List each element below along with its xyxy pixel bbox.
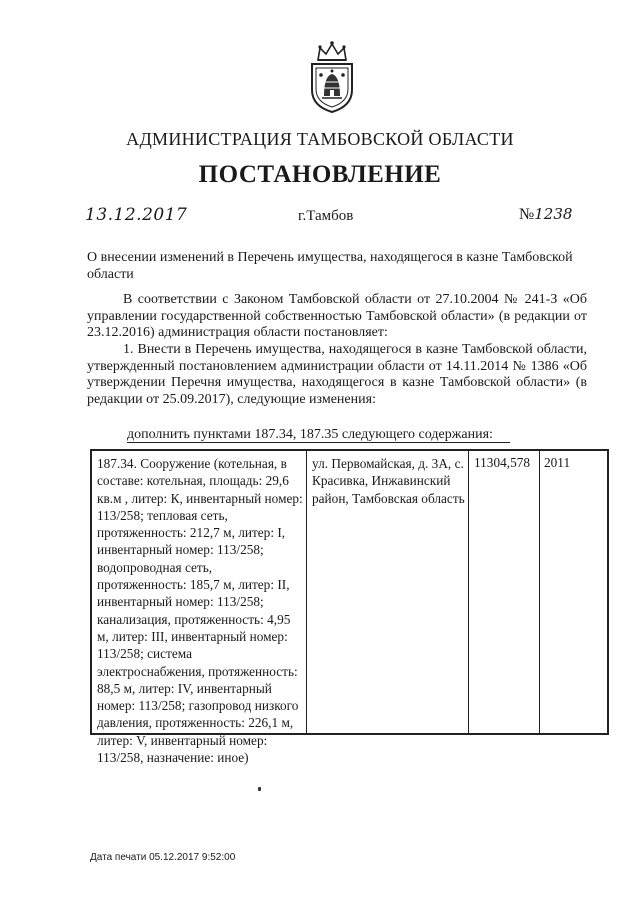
table-cell-description: 187.34. Сооружение (котельная, в составе: котельная, площадь: 29,6 кв.м , литер: К, инвентарный номер: 113/258; тепловая сеть, протяженность: 212,7 м, литер: I, инвентарный номер: 113/258; водопроводная сеть, протяженность: 185,7 м, литер: II, инвентарный номер: 113/258; канализация, протяженность: 4,95 м, литер: III, инвентарный номер: 113/258; система электроснабжения, протяженность: 88,5 м, литер: IV, инвентарный номер: 113/258; газопровод низкого давления, протяженность: 226,1 м, литер: V, инвентарный номер: 113/258, назначение: иное) [97, 456, 303, 766]
print-date: Дата печати 05.12.2017 9:52:00 [90, 852, 236, 863]
organization-title: АДМИНИСТРАЦИЯ ТАМБОВСКОЙ ОБЛАСТИ [126, 129, 514, 149]
table-cell-value: 11304,578 [474, 455, 531, 470]
document-type: ПОСТАНОВЛЕНИЕ [198, 161, 442, 188]
document-number [519, 205, 572, 224]
scan-mark [258, 787, 261, 791]
body-paragraph-3: дополнить пунктами 187.34, 187.35 следующего содержания: [127, 427, 493, 442]
number-value: 1238 [534, 205, 573, 223]
column-divider [306, 451, 307, 733]
document-subject: О внесении изменений в Перечень имущества, находящегося в казне Тамбовской области [87, 250, 573, 282]
table-cell-address: ул. Первомайская, д. 3А, с. Красивка, Инжавинский район, Тамбовская область [312, 456, 465, 506]
body-paragraph-1: В соответствии с Законом Тамбовской области от 27.10.2004 № 241-З «Об управлении государственной собственностью Тамбовской области» (в редакции от 23.12.2016) администрация области постановляет: [87, 292, 587, 340]
number-prefix: № [519, 206, 535, 223]
table-cell-year: 2011 [544, 455, 571, 470]
divider [127, 442, 510, 443]
column-divider [539, 451, 540, 733]
coat-of-arms-icon [304, 38, 360, 114]
document-date: 13.12.2017 [85, 205, 188, 225]
column-divider [468, 451, 469, 733]
document-city: г.Тамбов [298, 208, 354, 224]
body-paragraph-2: 1. Внести в Перечень имущества, находящегося в казне Тамбовской области, утвержденный постановлением администрации области от 14.11.2014 № 1386 «Об утверждении Перечня имущества, находящегося в казне Тамбовской области» (в редакции от 25.09.2017), следующие изменения: [87, 342, 587, 407]
property-table [90, 449, 609, 766]
